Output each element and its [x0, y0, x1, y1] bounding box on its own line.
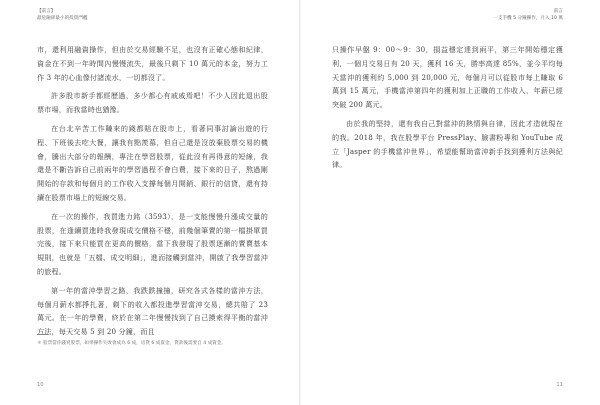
- footnote: ＊ 股票當你錢買股票，如果操作失敗會成為 6 成，房貸 6 成資金，貸款後需要自 4 成資金。: [37, 341, 226, 346]
- left-paragraph: 第一年的當沖學習之路，我跌跌撞撞，研究各式各樣的當沖方法，每個月薪水都掙扎著，剩下的收入都投進學習當沖交易，總共賠了 23 萬元。在一年的學費，終於在第二年慢慢找到了自己摸索得平衡的當沖方法，每天交易 5 到 20 分鐘，而且: [37, 285, 268, 337]
- left-paragraph: 許多股市新手都經歷過，多少都心有戚戚焉吧！不少人因此退出股票市場，而我當時也猶豫。: [37, 91, 268, 115]
- left-paragraph: 市，還利用融資操作，但由於交易經驗不足，也沒有正確心態和紀律，資金在不到一年時間內慢慢流失，最後只剩下 10 萬元的本金，努力工作 3 年的心血像付諸流水，一切都沒了。: [37, 45, 268, 82]
- left-header-section: 【前言】: [37, 9, 56, 14]
- right-running-header: [493, 8, 563, 22]
- left-header-title: 最危險卻最小的投資門檻: [37, 16, 88, 21]
- right-header-title: 一支手機 5 分鐘操作，月入 10 萬: [493, 16, 563, 21]
- left-running-header: [37, 8, 88, 22]
- right-page-number: 11: [556, 382, 563, 388]
- left-page-number: 10: [37, 382, 44, 388]
- footnote-divider: [37, 334, 49, 335]
- left-body-text: [37, 43, 268, 339]
- right-paragraph: 由於我的堅持，還有我自己對當沖的熱情與自律，因此才造就現在的我。2018 年，我在股學平台 PressPlay、臉書粉專和 YouTube 成立「Jasper 的手機當沖世界」，希望能幫助當沖新手找到獲利方法與紀律。: [332, 118, 563, 170]
- right-body-text: [332, 43, 563, 172]
- right-paragraph: 只操作早盤 9：00～9：30，損益穩定達到兩平，第三年開始穩定獲利，一個月交易日有 20 天，獲利 16 天，勝率高達 85%，並今平均每天當沖的獲利約 5,000 到 20,000 元，每個月可以從股市每上賺取 6 萬到 15 萬元，手機當沖第四年的獲利加上正職的工作收入，年薪已經突破 200 萬元。: [332, 45, 563, 110]
- left-paragraph: 在一次的操作，我買進力銘（3593），是一支能慢慢升漲成交量的股票，在逢續買進時我發現成交價格不穩，前幾個筆賣的第一檔掛單買完後，接下來只能買在更高的價格，當下我發現了股票逐漸的賣賣基本規則，也就是「五檔、成交明細」，進而接觸到當沖，開啟了我學習當沖的旅程。: [37, 211, 268, 276]
- right-page: [300, 0, 600, 405]
- right-header-section: 前言: [553, 9, 563, 14]
- left-paragraph: 在台北辛苦工作賺來的錢都賠在股市上，看著同事討論出遊的行程、下班後去吃大餐，讓我有點羨慕，但自己還是沒放棄股票交易的機會，騰出大部分的報酬，專注在學習股票，從此沒有再得意的短線，我還是不斷告訴自己前兩年的學習過程不會白費，接下來的日子，熬過剛開始的存款和每個月的工作收入支撐每個月開銷、銀行的信貸，還有持續在股票市場上的短線交易。: [37, 123, 268, 202]
